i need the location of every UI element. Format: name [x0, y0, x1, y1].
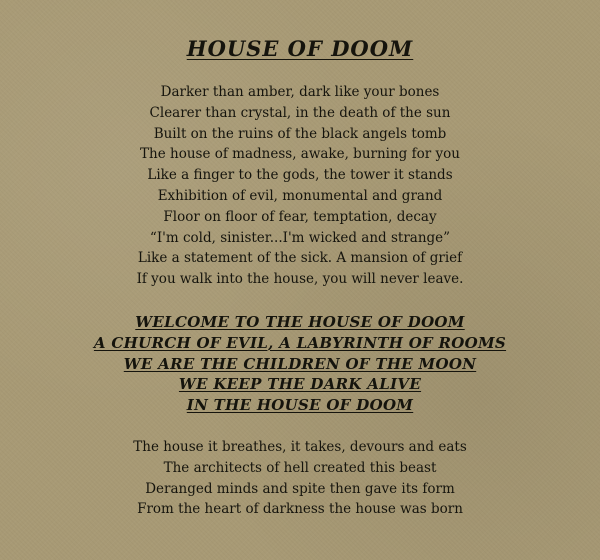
chorus-line: WELCOME TO THE HOUSE OF DOOM: [135, 313, 465, 331]
song-title: HOUSE OF DOOM: [186, 36, 414, 61]
chorus-line: A CHURCH OF EVIL, A LABYRINTH OF ROOMS: [93, 333, 507, 352]
lyric-line: The architects of hell created this beast: [163, 459, 437, 476]
lyric-line: The house it breathes, it takes, devours and eats: [133, 439, 467, 455]
verse-1: [0, 82, 600, 290]
verse-2: [0, 437, 600, 520]
lyric-line: The house of madness, awake, burning for you: [140, 146, 460, 163]
lyric-line: Clearer than crystal, in the death of the sun: [149, 104, 451, 121]
chorus: [0, 312, 600, 416]
lyric-line: Floor on floor of fear, temptation, decay: [163, 208, 437, 225]
chorus-line: WE KEEP THE DARK ALIVE: [178, 375, 422, 394]
lyric-line: “I'm cold, sinister...I'm wicked and strange”: [149, 229, 451, 246]
lyric-line: If you walk into the house, you will never leave.: [136, 271, 464, 288]
chorus-line: WE ARE THE CHILDREN OF THE MOON: [123, 354, 477, 373]
lyric-line: From the heart of darkness the house was born: [137, 501, 463, 518]
lyric-line: Deranged minds and spite then gave its form: [145, 480, 455, 497]
chorus-line: IN THE HOUSE OF DOOM: [186, 396, 414, 415]
lyric-line: Exhibition of evil, monumental and grand: [157, 187, 443, 204]
lyric-line: Built on the ruins of the black angels tomb: [153, 125, 447, 142]
lyric-line: Like a finger to the gods, the tower it stands: [147, 167, 453, 184]
lyric-line: Darker than amber, dark like your bones: [160, 84, 440, 100]
lyric-line: Like a statement of the sick. A mansion of grief: [137, 250, 463, 267]
